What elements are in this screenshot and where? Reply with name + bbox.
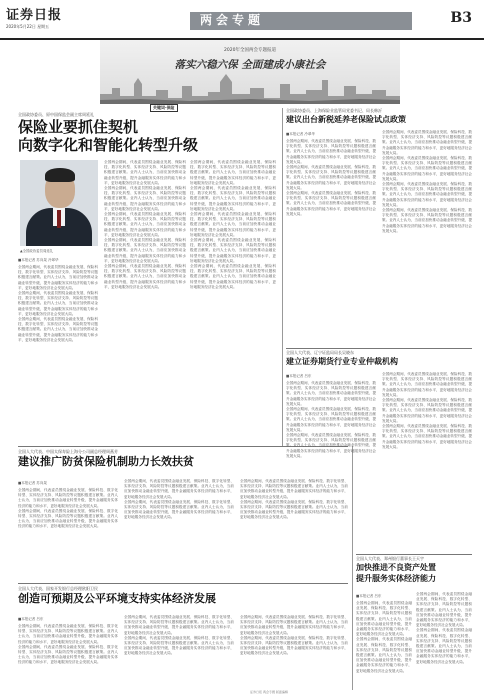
bottom-col-1: ■本报记者 吕东 全国两会期间，代表委员围绕金融业发展、保险科技、数字化转型、实体经济支持、风险防控等议题积极建言献策。业内人士认为，当前应加快推动金融业转型升级，提升金融服务实体经济的能力和水平，更好地服务经济社会发展大局。 全国两会期间，代表委员围绕金融业发展、保险科技、数字化转型、实体经济支持、风险防控等议题积极建言献策。业内人士认为，当前应加快推动金融业转型升级，提升金融服务实体经济的能力和水平，更好地服务经济社会发展大局。 [18, 617, 118, 665]
r3-kicker: 全国人大代表、郑州银行董事长王天宇 [356, 556, 424, 561]
main-byline: ■本报记者 苏向杲 冷翠华 [18, 258, 59, 262]
r1-col-2: 全国两会期间，代表委员围绕金融业发展、保险科技、数字化转型、实体经济支持、风险防控等议题积极建言献策。业内人士认为，当前应加快推动金融业转型升级，提升金融服务实体经济的能力和水平，更好地服务经济社会发展大局。 全国两会期间，代表委员围绕金融业发展、保险科技、数字化转型、实体经济支持、风险防控等议题积极建言献策。业内人士认为，当前应加快推动金融业转型升级，提升金融服务实体经济的能力和水平，更好地服务经济社会发展大局。 全国两会期间，代表委员围绕金融业发展、保险科技、数字化转型、实体经济支持、风险防控等议题积极建言献策。业内人士认为，当前应加快推动金融业转型升级，提升金融服务实体经济的能力和水平，更好地服务经济社会发展大局。 全国两会期间，代表委员围绕金融业发展、保险科技、数字化转型、实体经济支持、风险防控等议题积极建言献策。业内人士认为，当前应加快推动金融业转型升级，提升金融服务实体经济的能力和水平，更好地服务经济社会发展大局。 [382, 130, 472, 233]
special-banner [100, 40, 400, 104]
r2-byline: ■本报记者 吕东 [286, 374, 312, 378]
page-footer: 证券日报 两会专题 版面编辑 [250, 690, 288, 694]
section-title: 两会专题 [200, 13, 265, 27]
r1-col-1: ■本报记者 冷翠华 全国两会期间，代表委员围绕金融业发展、保险科技、数字化转型、实体经济支持、风险防控等议题积极建言献策。业内人士认为，当前应加快推动金融业转型升级，提升金融服务实体经济的能力和水平，更好地服务经济社会发展大局。 全国两会期间，代表委员围绕金融业发展、保险科技、数字化转型、实体经济支持、风险防控等议题积极建言献策。业内人士认为，当前应加快推动金融业转型升级，提升金融服务实体经济的能力和水平，更好地服务经济社会发展大局。 全国两会期间，代表委员围绕金融业发展、保险科技、数字化转型、实体经济支持、风险防控等议题积极建言献策。业内人士认为，当前应加快推动金融业转型升级，提升金融服务实体经济的能力和水平，更好地服务经济社会发展大局。 [286, 132, 376, 216]
main-body-text: 全国两会期间，代表委员围绕金融业发展、保险科技、数字化转型、实体经济支持、风险防控等议题积极建言献策。业内人士认为，当前应加快推动金融业转型升级，提升金融服务实体经济的能力和水平，更好地服务经济社会发展大局。 [18, 265, 98, 290]
bottom-col-2: 全国两会期间，代表委员围绕金融业发展、保险科技、数字化转型、实体经济支持、风险防控等议题积极建言献策。业内人士认为，当前应加快推动金融业转型升级，提升金融服务实体经济的能力和水平，更好地服务经济社会发展大局。 全国两会期间，代表委员围绕金融业发展、保险科技、数字化转型、实体经济支持、风险防控等议题积极建言献策。业内人士认为，当前应加快推动金融业转型升级，提升金融服务实体经济的能力和水平，更好地服务经济社会发展大局。 [124, 615, 234, 656]
page-number: B3 [450, 10, 472, 26]
r3-article-header [356, 556, 472, 590]
divider [356, 554, 472, 555]
r3-byline: ■本报记者 吕东 [356, 594, 382, 598]
r1-kicker: 全国政协委员、上海保险业监管局党委书记、局长韩沂 [286, 108, 382, 113]
r2-col-2: 全国两会期间，代表委员围绕金融业发展、保险科技、数字化转型、实体经济支持、风险防控等议题积极建言献策。业内人士认为，当前应加快推动金融业转型升级，提升金融服务实体经济的能力和水平，更好地服务经济社会发展大局。 全国两会期间，代表委员围绕金融业发展、保险科技、数字化转型、实体经济支持、风险防控等议题积极建言献策。业内人士认为，当前应加快推动金融业转型升级，提升金融服务实体经济的能力和水平，更好地服务经济社会发展大局。 全国两会期间，代表委员围绕金融业发展、保险科技、数字化转型、实体经济支持、风险防控等议题积极建言献策。业内人士认为，当前应加快推动金融业转型升级，提升金融服务实体经济的能力和水平，更好地服务经济社会发展大局。 [382, 372, 472, 449]
main-col-1: ■本报记者 苏向杲 冷翠华 全国两会期间，代表委员围绕金融业发展、保险科技、数字化转型、实体经济支持、风险防控等议题积极建言献策。业内人士认为，当前应加快推动金融业转型升级，提升金融服务实体经济的能力和水平，更好地服务经济社会发展大局。 全国两会期间，代表委员围绕金融业发展、保险科技、数字化转型、实体经济支持、风险防控等议题积极建言献策。业内人士认为，当前应加快推动金融业转型升级，提升金融服务实体经济的能力和水平，更好地服务经济社会发展大局。 全国两会期间，代表委员围绕金融业发展、保险科技、数字化转型、实体经济支持、风险防控等议题积极建言献策。业内人士认为，当前应加快推动金融业转型升级，提升金融服务实体经济的能力和水平，更好地服务经济社会发展大局。 [18, 258, 98, 342]
r3-col-2: 全国两会期间，代表委员围绕金融业发展、保险科技、数字化转型、实体经济支持、风险防控等议题积极建言献策。业内人士认为，当前应加快推动金融业转型升级，提升金融服务实体经济的能力和水平，更好地服务经济社会发展大局。 全国两会期间，代表委员围绕金融业发展、保险科技、数字化转型、实体经济支持、风险防控等议题积极建言献策。业内人士认为，当前应加快推动金融业转型升级，提升金融服务实体经济的能力和水平，更好地服务经济社会发展大局。 [416, 592, 472, 664]
main-col-2: 全国两会期间，代表委员围绕金融业发展、保险科技、数字化转型、实体经济支持、风险防控等议题积极建言献策。业内人士认为，当前应加快推动金融业转型升级，提升金融服务实体经济的能力和水平，更好地服务经济社会发展大局。 全国两会期间，代表委员围绕金融业发展、保险科技、数字化转型、实体经济支持、风险防控等议题积极建言献策。业内人士认为，当前应加快推动金融业转型升级，提升金融服务实体经济的能力和水平，更好地服务经济社会发展大局。 全国两会期间，代表委员围绕金融业发展、保险科技、数字化转型、实体经济支持、风险防控等议题积极建言献策。业内人士认为，当前应加快推动金融业转型升级，提升金融服务实体经济的能力和水平，更好地服务经济社会发展大局。 全国两会期间，代表委员围绕金融业发展、保险科技、数字化转型、实体经济支持、风险防控等议题积极建言献策。业内人士认为，当前应加快推动金融业转型升级，提升金融服务实体经济的能力和水平，更好地服务经济社会发展大局。 全国两会期间，代表委员围绕金融业发展、保险科技、数字化转型、实体经济支持、风险防控等议题积极建言献策。业内人士认为，当前应加快推动金融业转型升级，提升金融服务实体经济的能力和水平，更好地服务经济社会发展大局。 [104, 160, 186, 289]
bottom-kicker: 全国人大代表、国家开发银行总经理欧阳卫民 [18, 586, 98, 591]
r3-headline-line1: 加快推进不良资产处置 [356, 562, 436, 572]
r1-byline: ■本报记者 冷翠华 [286, 132, 315, 136]
r1-article-header [286, 108, 472, 128]
portrait-caption: ▲全国政协委员周延礼 [20, 249, 54, 253]
poverty-col-1: ■本报记者 苏向杲 全国两会期间，代表委员围绕金融业发展、保险科技、数字化转型、实体经济支持、风险防控等议题积极建言献策。业内人士认为，当前应加快推动金融业转型升级，提升金融服务实体经济的能力和水平，更好地服务经济社会发展大局。 全国两会期间，代表委员围绕金融业发展、保险科技、数字化转型、实体经济支持、风险防控等议题积极建言献策。业内人士认为，当前应加快推动金融业转型升级，提升金融服务实体经济的能力和水平，更好地服务经济社会发展大局。 [18, 481, 118, 529]
divider [286, 348, 472, 349]
divider [18, 583, 348, 584]
city-skyline-image [100, 72, 400, 104]
poverty-headline: 建议推广防贫保险机制助力长效扶贫 [18, 455, 194, 468]
main-col-3: 全国两会期间，代表委员围绕金融业发展、保险科技、数字化转型、实体经济支持、风险防控等议题积极建言献策。业内人士认为，当前应加快推动金融业转型升级，提升金融服务实体经济的能力和水平，更好地服务经济社会发展大局。 全国两会期间，代表委员围绕金融业发展、保险科技、数字化转型、实体经济支持、风险防控等议题积极建言献策。业内人士认为，当前应加快推动金融业转型升级，提升金融服务实体经济的能力和水平，更好地服务经济社会发展大局。 全国两会期间，代表委员围绕金融业发展、保险科技、数字化转型、实体经济支持、风险防控等议题积极建言献策。业内人士认为，当前应加快推动金融业转型升级，提升金融服务实体经济的能力和水平，更好地服务经济社会发展大局。 全国两会期间，代表委员围绕金融业发展、保险科技、数字化转型、实体经济支持、风险防控等议题积极建言献策。业内人士认为，当前应加快推动金融业转型升级，提升金融服务实体经济的能力和水平，更好地服务经济社会发展大局。 全国两会期间，代表委员围绕金融业发展、保险科技、数字化转型、实体经济支持、风险防控等议题积极建言献策。业内人士认为，当前应加快推动金融业转型升级，提升金融服务实体经济的能力和水平，更好地服务经济社会发展大局。 [190, 160, 276, 289]
portrait-photo [20, 160, 98, 246]
poverty-col-2: 全国两会期间，代表委员围绕金融业发展、保险科技、数字化转型、实体经济支持、风险防控等议题积极建言献策。业内人士认为，当前应加快推动金融业转型升级，提升金融服务实体经济的能力和水平，更好地服务经济社会发展大局。 全国两会期间，代表委员围绕金融业发展、保险科技、数字化转型、实体经济支持、风险防控等议题积极建言献策。业内人士认为，当前应加快推动金融业转型升级，提升金融服务实体经济的能力和水平，更好地服务经济社会发展大局。 [124, 479, 234, 520]
bottom-headline: 创造可预期及公平环境支持实体经济发展 [18, 592, 216, 605]
poverty-byline: ■本报记者 苏向杲 [18, 481, 47, 485]
r2-article-header [286, 350, 472, 370]
r3-col-1: ■本报记者 吕东 全国两会期间，代表委员围绕金融业发展、保险科技、数字化转型、实体经济支持、风险防控等议题积极建言献策。业内人士认为，当前应加快推动金融业转型升级，提升金融服务实体经济的能力和水平，更好地服务经济社会发展大局。 全国两会期间，代表委员围绕金融业发展、保险科技、数字化转型、实体经济支持、风险防控等议题积极建言献策。业内人士认为，当前应加快推动金融业转型升级，提升金融服务实体经济的能力和水平，更好地服务经济社会发展大局。 [356, 594, 412, 673]
keyword-tag: 关键词·保险 [150, 104, 178, 112]
bottom-col-3: 全国两会期间，代表委员围绕金融业发展、保险科技、数字化转型、实体经济支持、风险防控等议题积极建言献策。业内人士认为，当前应加快推动金融业转型升级，提升金融服务实体经济的能力和水平，更好地服务经济社会发展大局。 全国两会期间，代表委员围绕金融业发展、保险科技、数字化转型、实体经济支持、风险防控等议题积极建言献策。业内人士认为，当前应加快推动金融业转型升级，提升金融服务实体经济的能力和水平，更好地服务经济社会发展大局。 [240, 615, 348, 656]
column-divider [282, 108, 283, 446]
masthead [0, 0, 484, 44]
poverty-kicker: 全国人大代表、中国太保寿险上海分公司副总经理周燕芳 [18, 449, 118, 454]
special-slogan: 落实六稳六保 全面建成小康社会 [174, 59, 326, 71]
r2-kicker: 全国人大代表、辽宁证监局局长吴晓东 [286, 350, 354, 355]
r2-col-1: ■本报记者 吕东 全国两会期间，代表委员围绕金融业发展、保险科技、数字化转型、实体经济支持、风险防控等议题积极建言献策。业内人士认为，当前应加快推动金融业转型升级，提升金融服务实体经济的能力和水平，更好地服务经济社会发展大局。 全国两会期间，代表委员围绕金融业发展、保险科技、数字化转型、实体经济支持、风险防控等议题积极建言献策。业内人士认为，当前应加快推动金融业转型升级，提升金融服务实体经济的能力和水平，更好地服务经济社会发展大局。 全国两会期间，代表委员围绕金融业发展、保险科技、数字化转型、实体经济支持、风险防控等议题积极建言献策。业内人士认为，当前应加快推动金融业转型升级，提升金融服务实体经济的能力和水平，更好地服务经济社会发展大局。 [286, 374, 376, 458]
special-subtitle: 2020年全国两会专题报道 [224, 48, 276, 53]
main-headline-line1: 保险业要抓住契机 [18, 118, 139, 136]
r3-headline-line2: 提升服务实体经济能力 [356, 573, 436, 583]
main-kicker: 全国政协委员、原中国保监会副主席周延礼 [18, 112, 94, 117]
paper-name: 证券日报 [6, 8, 63, 23]
r2-headline: 建立证券期货行业专业仲裁机构 [286, 356, 398, 366]
bottom-byline: ■本报记者 吕东 [18, 617, 44, 621]
main-article-header [18, 112, 278, 162]
bottom-article-header [18, 586, 348, 614]
paper-date: 2020年5月22日 星期五 [6, 24, 50, 29]
poverty-col-3: 全国两会期间，代表委员围绕金融业发展、保险科技、数字化转型、实体经济支持、风险防控等议题积极建言献策。业内人士认为，当前应加快推动金融业转型升级，提升金融服务实体经济的能力和水平，更好地服务经济社会发展大局。 全国两会期间，代表委员围绕金融业发展、保险科技、数字化转型、实体经济支持、风险防控等议题积极建言献策。业内人士认为，当前应加快推动金融业转型升级，提升金融服务实体经济的能力和水平，更好地服务经济社会发展大局。 [240, 479, 348, 520]
r1-headline: 建议出台新税延养老保险试点政策 [286, 114, 406, 124]
main-headline-line2: 向数字化和智能化转型升级 [18, 136, 199, 154]
